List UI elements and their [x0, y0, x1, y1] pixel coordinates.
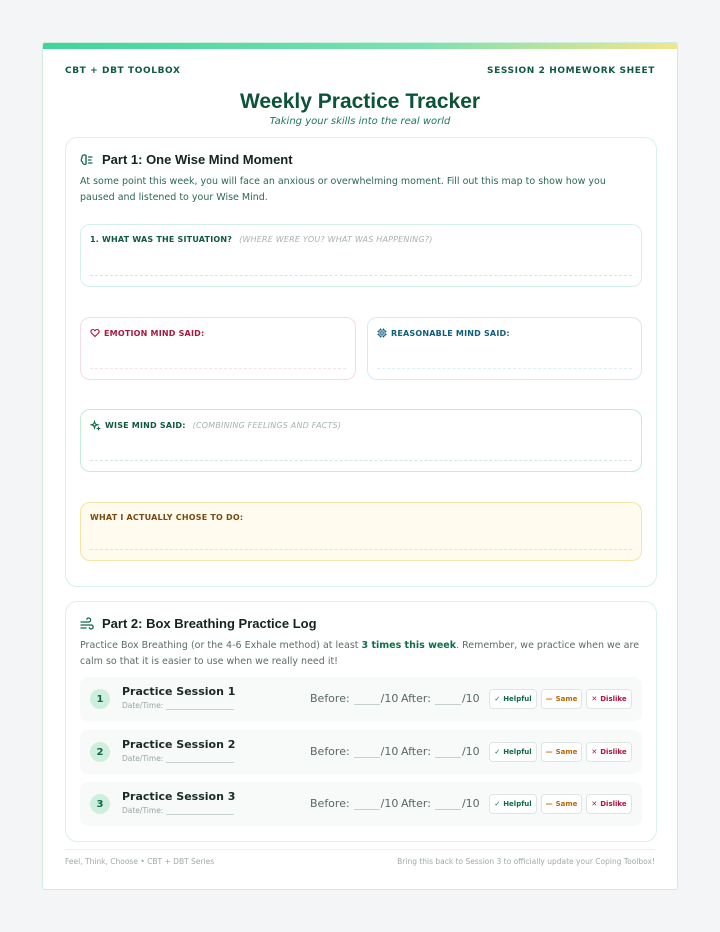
dislike-button[interactable]: ✕ Dislike — [586, 689, 632, 709]
x-icon: ✕ — [591, 748, 598, 756]
part1-header — [80, 152, 293, 167]
chip-icon — [377, 328, 387, 338]
before-score-field[interactable]: Before: /10 — [310, 797, 399, 810]
sparkle-icon — [90, 420, 101, 431]
page-title: Weekly Practice Tracker — [239, 90, 481, 113]
part2-header — [80, 616, 317, 631]
action-field[interactable] — [80, 502, 642, 561]
part1-heading: Part 1: One Wise Mind Moment — [102, 152, 293, 167]
writing-line — [377, 368, 632, 369]
minus-icon: — — [545, 695, 553, 703]
action-label: WHAT I ACTUALLY CHOSE TO DO: — [90, 513, 244, 522]
writing-line — [90, 549, 632, 550]
wise-mind-field[interactable] — [80, 409, 642, 472]
before-score-field[interactable]: Before: /10 — [310, 745, 399, 758]
writing-line — [90, 460, 632, 461]
situation-field[interactable] — [80, 224, 642, 287]
wind-icon — [80, 617, 94, 631]
part2-card — [65, 601, 657, 842]
session-number: 3 — [90, 794, 110, 814]
page-subtitle: Taking your skills into the real world — [269, 116, 451, 127]
session-name: Practice Session 3 — [122, 790, 236, 803]
dislike-button[interactable]: ✕ Dislike — [586, 794, 632, 814]
brain-icon — [80, 153, 94, 167]
after-score-field[interactable]: After: /10 — [401, 797, 480, 810]
part1-card — [65, 137, 657, 587]
worksheet — [42, 42, 678, 890]
helpful-button[interactable]: ✓ Helpful — [489, 742, 537, 762]
top-accent-bar — [43, 43, 677, 49]
session-tag: SESSION 2 HOMEWORK SHEET — [486, 66, 655, 76]
series-tag: CBT + DBT TOOLBOX — [65, 66, 181, 76]
writing-line — [90, 275, 632, 276]
reasonable-mind-field[interactable] — [367, 317, 642, 380]
same-button[interactable]: — Same — [541, 794, 582, 814]
session-number: 2 — [90, 742, 110, 762]
emotion-mind-label: EMOTION MIND SAID: — [90, 328, 204, 338]
after-score-field[interactable]: After: /10 — [401, 692, 480, 705]
wise-mind-label: WISE MIND SAID: (COMBINING FEELINGS AND FACTS) — [90, 420, 341, 431]
minus-icon: — — [545, 800, 553, 808]
check-icon: ✓ — [494, 695, 501, 703]
situation-label: 1. WHAT WAS THE SITUATION? (WHERE WERE YOU? WHAT WAS HAPPENING?) — [90, 235, 433, 244]
practice-session-row — [80, 782, 642, 826]
emotion-mind-field[interactable] — [80, 317, 356, 380]
writing-line — [90, 368, 346, 369]
footer-series: Feel, Think, Choose • CBT + DBT Series — [65, 857, 215, 866]
part2-intro: Practice Box Breathing (or the 4-6 Exhale method) at least 3 times this week. Remember, we practice when we are calm so that it is easier to use when we really need it! — [80, 640, 640, 667]
before-score-field[interactable]: Before: /10 — [310, 692, 399, 705]
part2-heading: Part 2: Box Breathing Practice Log — [102, 616, 317, 631]
minus-icon: — — [545, 748, 553, 756]
date-time-field[interactable]: Date/Time: — [122, 701, 234, 710]
helpful-button[interactable]: ✓ Helpful — [489, 689, 537, 709]
same-button[interactable]: — Same — [541, 689, 582, 709]
reasonable-mind-label: REASONABLE MIND SAID: — [377, 328, 510, 338]
date-time-field[interactable]: Date/Time: — [122, 806, 234, 815]
same-button[interactable]: — Same — [541, 742, 582, 762]
footer-divider — [65, 849, 655, 850]
session-name: Practice Session 2 — [122, 738, 236, 751]
x-icon: ✕ — [591, 800, 598, 808]
after-score-field[interactable]: After: /10 — [401, 745, 480, 758]
footer-reminder: Bring this back to Session 3 to officially update your Coping Toolbox! — [397, 857, 655, 866]
practice-session-row — [80, 677, 642, 721]
part1-intro: At some point this week, you will face an anxious or overwhelming moment. Fill out this map to show how you paused and listened to your Wise Mind. — [80, 176, 606, 203]
date-time-field[interactable]: Date/Time: — [122, 754, 234, 763]
helpful-button[interactable]: ✓ Helpful — [489, 794, 537, 814]
check-icon: ✓ — [494, 748, 501, 756]
dislike-button[interactable]: ✕ Dislike — [586, 742, 632, 762]
heart-icon — [90, 328, 100, 338]
practice-session-row — [80, 730, 642, 774]
x-icon: ✕ — [591, 695, 598, 703]
session-number: 1 — [90, 689, 110, 709]
check-icon: ✓ — [494, 800, 501, 808]
session-name: Practice Session 1 — [122, 685, 236, 698]
